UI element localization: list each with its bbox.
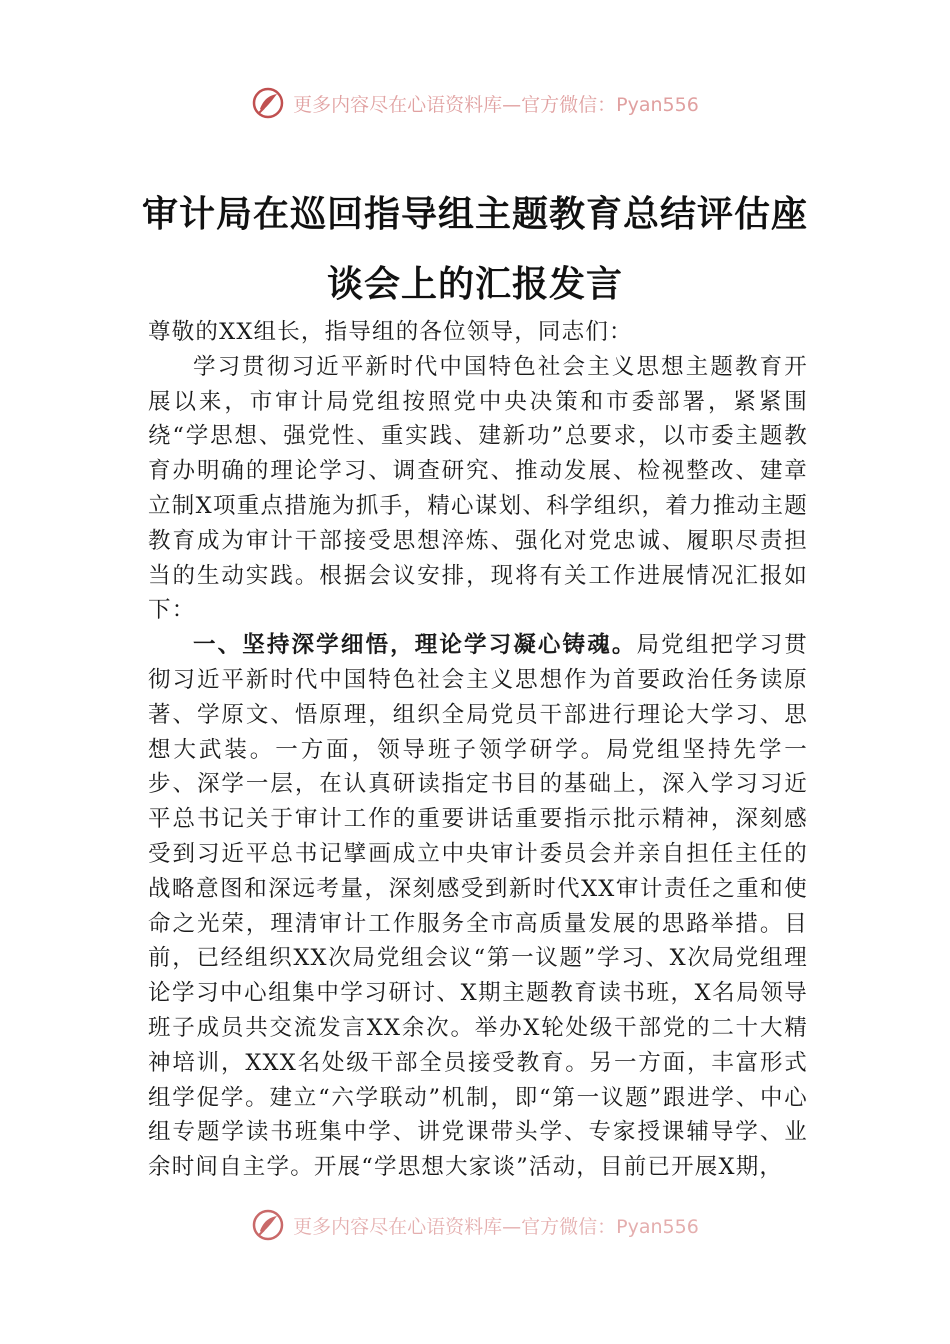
- salutation: 尊敬的XX组长，指导组的各位领导，同志们：: [148, 319, 633, 345]
- watermark-text: 更多内容尽在心语资料库—官方微信：Pyan556: [293, 93, 699, 116]
- watermark-text: 更多内容尽在心语资料库—官方微信：Pyan556: [293, 1215, 699, 1238]
- watermark-header: [0, 86, 950, 120]
- document-body: [148, 315, 808, 1185]
- section-1-paragraph: [148, 628, 808, 1185]
- section-1-body: 局党组把学习贯彻习近平新时代中国特色社会主义思想作为首要政治任务读原著、学原文、悟原理，组织全局党员干部进行理论大学习、思想大武装。一方面，领导班子领学研学。局党组坚持先学一步、深学一层，在认真研读指定书目的基础上，深入学习习近平总书记关于审计工作的重要讲话重要指示批示精神，深刻感受到习近平总书记擘画成立中央审计委员会并亲自担任主任的战略意图和深远考量，深刻感受到新时代XX审计责任之重和使命之光荣，理清审计工作服务全市高质量发展的思路举措。目前，已经组织XX次局党组会议“第一议题”学习、X次局党组理论学习中心组集中学习研讨、X期主题教育读书班，X名局领导班子成员共交流发言XX余次。举办X轮处级干部党的二十大精神培训，XXX名处级干部全员接受教育。另一方面，丰富形式组学促学。建立“六学联动”机制，即“第一议题”跟进学、中心组专题学读书班集中学、讲党课带头学、专家授课辅导学、业余时间自主学。开展“学思想大家谈”活动，目前已开展X期，: [148, 632, 808, 1181]
- document-title-line1: 审计局在巡回指导组主题教育总结评估座: [141, 193, 808, 235]
- intro-paragraph: 学习贯彻习近平新时代中国特色社会主义思想主题教育开展以来，市审计局党组按照党中央决策和市委部署，紧紧围绕“学思想、强党性、重实践、建新功”总要求，以市委主题教育办明确的理论学习、调查研究、推动发展、检视整改、建章立制X项重点措施为抓手，精心谋划、科学组织，着力推动主题教育成为审计干部接受思想淬炼、强化对党忠诚、履职尽责担当的生动实践。根据会议安排，现将有关工作进展情况汇报如下：: [148, 353, 808, 624]
- document-title-line2: 谈会上的汇报发言: [326, 263, 623, 305]
- watermark-logo-icon: [251, 1208, 285, 1242]
- section-1-heading: 一、坚持深学细悟，理论学习凝心铸魂。: [193, 632, 637, 659]
- watermark-footer: [0, 1208, 950, 1242]
- watermark-logo-icon: [251, 86, 285, 120]
